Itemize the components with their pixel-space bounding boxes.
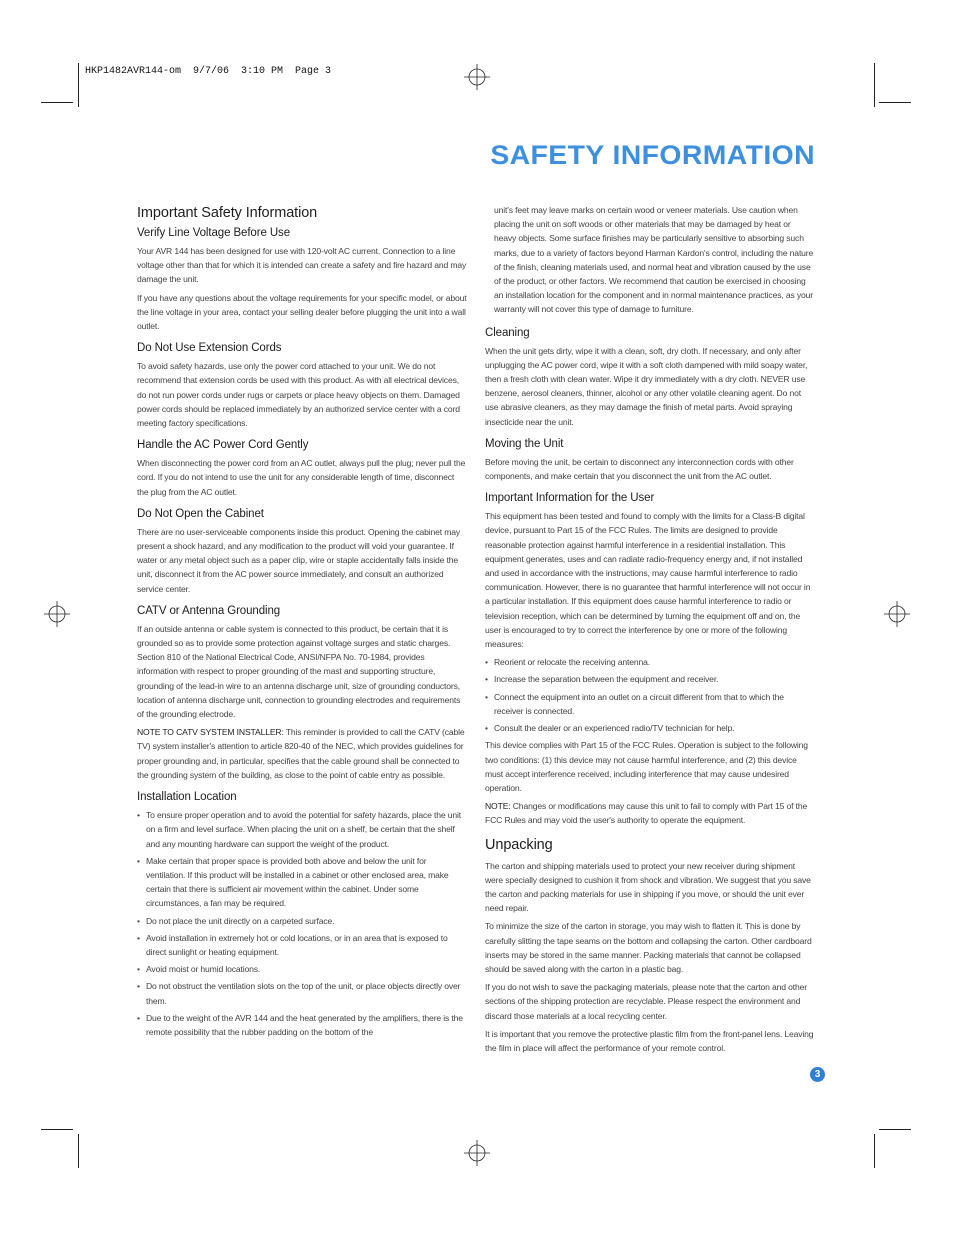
list-item: • Consult the dealer or an experienced radio/TV technician for help. bbox=[485, 721, 815, 735]
continued-paragraph: unit's feet may leave marks on certain wood or veneer materials. Use caution when placing the unit on soft woods or other materials that may be damaged by heat or heavy objects. Some surface finishes may be particularly sensitive to absorbing such marks, due to a variety of factors beyond Harman Kardon's control, including the nature of the finish, cleaning materials used, and normal heat and vibration caused by the use of the product, or other factors. We recommend that caution be exercised in choosing an installation location for the component and in normal maintenance practices, as your warranty will not cover this type of damage to furniture. bbox=[494, 205, 814, 315]
list-item: • Avoid moist or humid locations. bbox=[137, 962, 467, 976]
subsection-title: Installation Location bbox=[137, 791, 237, 804]
list-item: • Connect the equipment into an outlet on a circuit different from that to which the receiver is connected. bbox=[485, 690, 815, 718]
section-heading-unpacking: Unpacking bbox=[485, 836, 553, 853]
section-extension-cords bbox=[137, 342, 467, 430]
section-installation-location bbox=[137, 791, 467, 1039]
paragraph: If an outside antenna or cable system is connected to this product, be certain that it is grounded so as to provide some protection against voltage surges and static charges. Section 810 of the National Electrical Code, ANSI/NFPA No. 70-1984, provides information with respect to proper grounding of the mast and supporting structure, grounding of the lead-in wire to an antenna discharge unit, size of grounding conductors, location of antenna discharge unit, connection to grounding electrodes and requirements of the grounding electrode. bbox=[137, 623, 461, 720]
paragraph: Your AVR 144 has been designed for use with 120-volt AC current. Connection to a line voltage other than that for which it is intended can create a safety and fire hazard and may damage the unit. bbox=[137, 246, 467, 285]
subsection-title: Important Information for the User bbox=[485, 492, 655, 505]
crop-mark bbox=[879, 102, 911, 103]
subsection-title: Handle the AC Power Cord Gently bbox=[137, 439, 309, 452]
list-item: • Reorient or relocate the receiving antenna. bbox=[485, 655, 815, 669]
subsection-title: Do Not Open the Cabinet bbox=[137, 507, 264, 520]
registration-mark-icon bbox=[464, 1140, 490, 1166]
paragraph: When disconnecting the power cord from an AC outlet, always pull the plug; never pull the cord. If you do not intend to use the unit for any considerable length of time, disconnect the plug from the AC outlet. bbox=[137, 458, 466, 497]
section-unpacking bbox=[485, 837, 815, 1056]
paragraph: This equipment has been tested and found to comply with the limits for a Class-B digital device, pursuant to Part 15 of the FCC Rules. The limits are designed to provide reasonable protection against harmful interference in a residential installation. This equipment generates, uses and can radiate radio-frequency energy and, if not installed and used in accordance with the instructions, may cause harmful interference to radio communication. However, there is no guarantee that harmful interference will not occur in a particular installation. If this equipment does cause harmful interference to radio or television reception, which can be determined by turning the equipment off and on, the user is encouraged to try to correct the interference by one or more of the following measures: bbox=[485, 511, 811, 650]
paragraph: It is important that you remove the protective plastic film from the front-panel lens. Leaving the film in place will affect the performance of your remote control. bbox=[485, 1028, 814, 1053]
page-number-badge: 3 bbox=[810, 1067, 825, 1082]
crop-mark bbox=[874, 1134, 875, 1168]
crop-mark bbox=[78, 63, 79, 107]
section-moving bbox=[485, 438, 815, 483]
crop-mark bbox=[874, 63, 875, 107]
catv-note bbox=[137, 725, 467, 782]
section-line-voltage bbox=[137, 227, 467, 333]
printer-slug: HKP1482AVR144-om 9/7/06 3:10 PM Page 3 bbox=[85, 66, 332, 77]
section-power-cord bbox=[137, 439, 467, 499]
paragraph: Before moving the unit, be certain to disconnect any interconnection cords with other components, and make certain that you disconnect the unit from the AC outlet. bbox=[485, 456, 794, 482]
note-text: This reminder is provided to call the CATV (cable TV) system installer's attention to article 820-40 of the NEC, which provides guidelines for proper grounding and, in particular, specifies that the cable ground shall be connected to the grounding system of the building, as close to the point of cable entry as possible. bbox=[137, 727, 465, 780]
registration-mark-icon bbox=[884, 601, 910, 627]
paragraph: If you have any questions about the voltage requirements for your specific model, or about the line voltage in your area, contact your selling dealer before plugging the unit into a wall outlet. bbox=[137, 292, 467, 332]
paragraph: This device complies with Part 15 of the FCC Rules. Operation is subject to the following two conditions: (1) this device may not cause harmful interference, and (2) this device must accept interference received, including interference that may cause undesired operation. bbox=[485, 740, 808, 793]
list-item: • Make certain that proper space is provided both above and below the unit for ventilation. If this product will be installed in a cabinet or other enclosed area, make certain that there is sufficient air movement within the cabinet. Under some circumstances, a fan may be required. bbox=[137, 854, 467, 911]
section-cabinet bbox=[137, 508, 467, 596]
subsection-title: Verify Line Voltage Before Use bbox=[137, 227, 290, 239]
subsection-title: CATV or Antenna Grounding bbox=[137, 604, 281, 617]
section-user-information bbox=[485, 492, 815, 827]
subsection-title: Moving the Unit bbox=[485, 437, 564, 450]
crop-mark bbox=[41, 1129, 73, 1130]
list-item: • Do not place the unit directly on a carpeted surface. bbox=[137, 914, 467, 928]
paragraph: The carton and shipping materials used to protect your new receiver during shipment were specially designed to cushion it from shock and vibration. We suggest that you save the carton and packing materials for use in shipping if you move, or should the unit ever need repair. bbox=[485, 860, 811, 914]
note-text: Changes or modifications may cause this unit to fail to comply with Part 15 of the FCC Rules and may void the user's authority to operate the equipment. bbox=[485, 801, 808, 826]
paragraph: To minimize the size of the carton in storage, you may wish to flatten it. This is done by carefully slitting the tape seams on the bottom and collapsing the carton. Other cardboard inserts may be stored in the same manner. Packing materials that cannot be collapsed should be saved along with the carton in a plastic bag. bbox=[485, 921, 812, 974]
registration-mark-icon bbox=[464, 64, 490, 90]
crop-mark bbox=[879, 1129, 911, 1130]
crop-mark bbox=[78, 1134, 79, 1168]
measures-list bbox=[485, 655, 815, 735]
list-item: • Do not obstruct the ventilation slots on the top of the unit, or place objects directly over them. bbox=[137, 979, 467, 1007]
paragraph: There are no user-serviceable components inside this product. Opening the cabinet may present a shock hazard, and any modification to the product will void your guarantee. If water or any metal object such as a paper clip, wire or staple accidentally falls inside the unit, disconnect it from the AC power source immediately, and consult an authorized service center. bbox=[137, 526, 461, 594]
installation-list bbox=[137, 808, 467, 1039]
page-title: SAFETY INFORMATION bbox=[490, 140, 815, 170]
list-item: • Increase the separation between the equipment and receiver. bbox=[485, 672, 815, 686]
fcc-note bbox=[485, 799, 815, 827]
crop-mark bbox=[41, 102, 73, 103]
section-heading-important-safety: Important Safety Information bbox=[137, 205, 318, 221]
paragraph: To avoid safety hazards, use only the power cord attached to your unit. We do not recommend that extension cords be used with this product. As with all electrical devices, do not run power cords under rugs or carpets or place heavy objects on them. Damaged power cords should be replaced immediately by an authorized service center with a cord meeting factory specifications. bbox=[137, 361, 460, 429]
list-item: • To ensure proper operation and to avoid the potential for safety hazards, place the unit on a firm and level surface. When placing the unit on a shelf, be certain that the shelf and any mounting hardware can support the weight of the product. bbox=[137, 808, 467, 851]
paragraph: When the unit gets dirty, wipe it with a clean, soft, dry cloth. If necessary, and only after unplugging the AC power cord, wipe it with a soft cloth dampened with mild soapy water, then a fresh cloth with clean water. Wipe it dry immediately with a dry cloth. NEVER use benzene, aerosol cleaners, thinner, alcohol or any other volatile cleaning agent. Do not use abrasive cleaners, as they may damage the finish of metal parts. Avoid spraying insecticide near the unit. bbox=[485, 345, 808, 427]
registration-mark-icon bbox=[44, 601, 70, 627]
note-label: NOTE: bbox=[485, 801, 511, 812]
paragraph: If you do not wish to save the packaging materials, please note that the carton and other sections of the shipping protection are recyclable. Please respect the environment and discard those materials at a local recycling center. bbox=[485, 982, 808, 1021]
list-item: • Avoid installation in extremely hot or cold locations, or in an area that is exposed to direct sunlight or heating equipment. bbox=[137, 931, 467, 959]
note-label: NOTE TO CATV SYSTEM INSTALLER: bbox=[137, 727, 284, 738]
subsection-title: Do Not Use Extension Cords bbox=[137, 342, 282, 355]
section-cleaning bbox=[485, 327, 815, 429]
section-catv-grounding bbox=[137, 605, 467, 782]
subsection-title: Cleaning bbox=[485, 326, 530, 339]
list-item: • Due to the weight of the AVR 144 and the heat generated by the amplifiers, there is the remote possibility that the rubber padding on the bottom of the bbox=[137, 1011, 467, 1039]
